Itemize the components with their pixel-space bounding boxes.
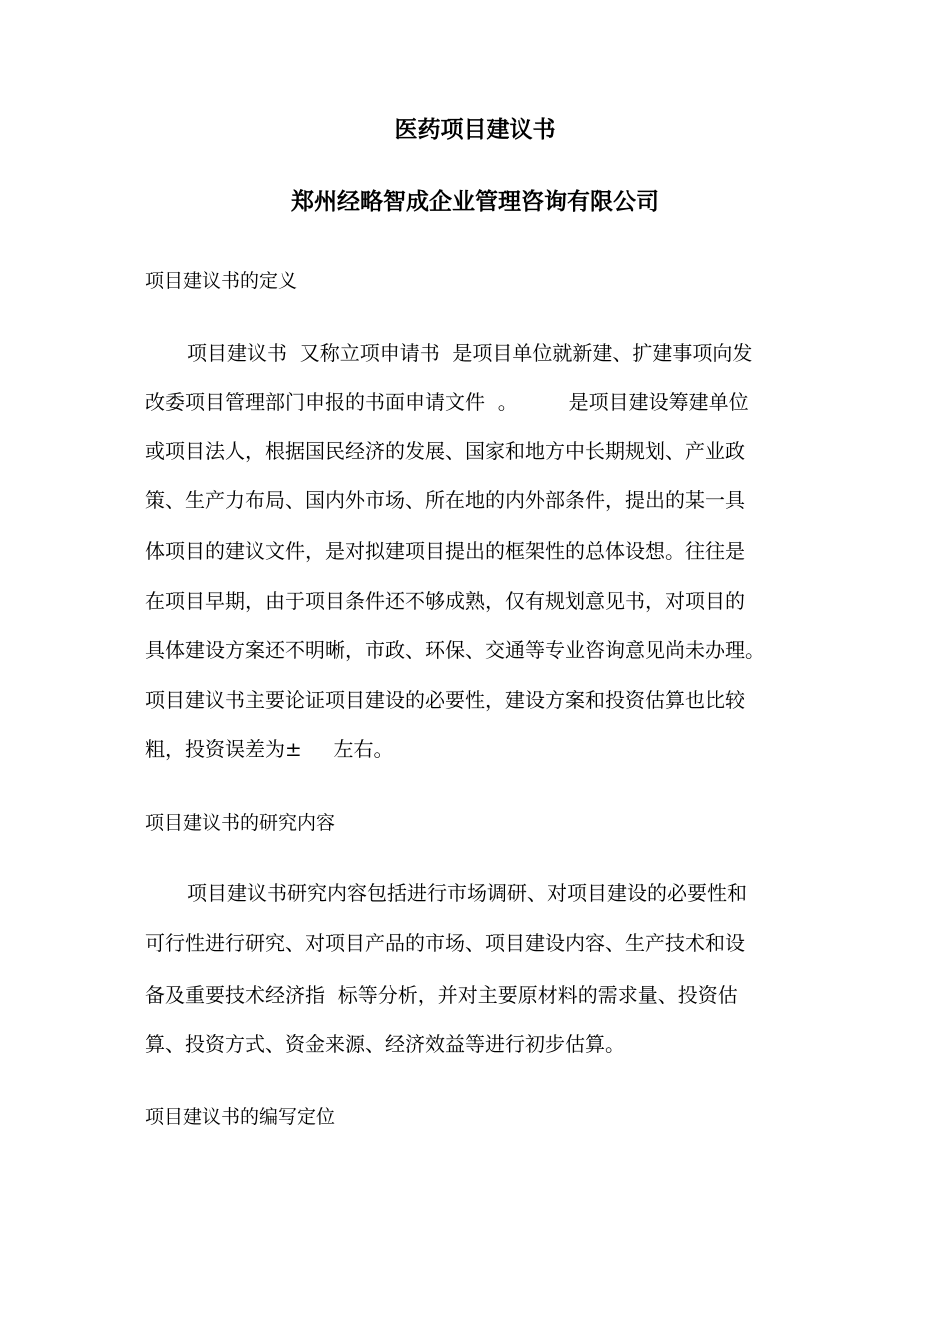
paragraph-line: 体项目的建议文件，是对拟建项目提出的框架性的总体设想。往往是 [145,539,745,563]
paragraph-line: 粗，投资误差为± 左右。 [145,737,394,761]
section-heading-definition: 项目建议书的定义 [145,270,298,292]
paragraph-line: 具体建设方案还不明晰，市政、环保、交通等专业咨询意见尚未办理。 [145,638,765,662]
paragraph-line: 项目建议书 又称立项申请书 是项目单位就新建、扩建事项向发 [187,341,753,365]
paragraph-line: 项目建议书主要论证项目建设的必要性，建设方案和投资估算也比较 [145,688,745,712]
paragraph-line: 算、投资方式、资金来源、经济效益等进行初步估算。 [145,1032,625,1056]
paragraph-line: 可行性进行研究、对项目产品的市场、项目建设内容、生产技术和设 [145,931,745,955]
paragraph-line: 改委项目管理部门申报的书面申请文件 。 是项目建设筹建单位 [145,390,749,414]
paragraph-line: 项目建议书研究内容包括进行市场调研、对项目建设的必要性和 [187,881,747,905]
paragraph-line: 策、生产力布局、国内外市场、所在地的内外部条件，提出的某一具 [145,488,745,512]
paragraph-line: 备及重要技术经济指 标等分析，并对主要原材料的需求量、投资估 [145,983,738,1007]
section-heading-research: 项目建议书的研究内容 [145,812,336,834]
paragraph-line: 或项目法人，根据国民经济的发展、国家和地方中长期规划、产业政 [145,439,745,463]
paragraph-line: 在项目早期，由于项目条件还不够成熟，仅有规划意见书，对项目的 [145,589,745,613]
company-name: 郑州经略智成企业管理咨询有限公司 [291,189,659,215]
section-heading-positioning: 项目建议书的编写定位 [145,1106,336,1128]
document-title: 医药项目建议书 [394,117,556,143]
